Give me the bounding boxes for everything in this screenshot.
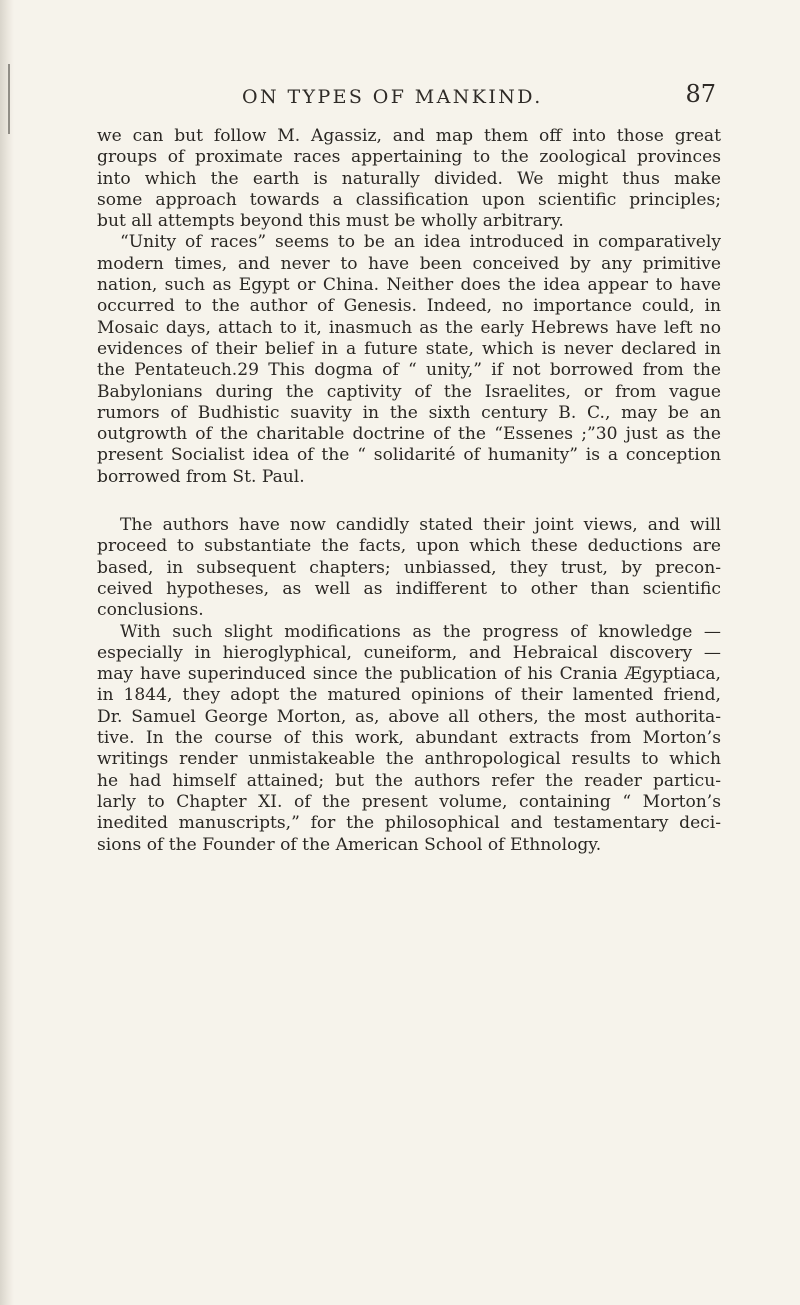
body-text <box>97 126 721 856</box>
paragraph-2 <box>97 232 721 488</box>
page-number: 87 <box>685 80 716 108</box>
text-line: conclusions. <box>97 600 204 621</box>
text-line: Babylonians during the captivity of the Israelites, or from vague <box>97 381 721 402</box>
text-line: borrowed from St. Paul. <box>97 466 305 487</box>
text-line: ceived hypotheses, as well as indifferent to other than scientific <box>97 578 721 599</box>
text-line: “Unity of races” seems to be an idea introduced in comparatively <box>120 232 721 253</box>
text-line: present Socialist idea of the “ solidarité of humanity” is a conception <box>97 445 721 466</box>
text-line: Mosaic days, attach to it, inasmuch as the early Hebrews have left no <box>97 317 721 338</box>
text-line: the Pentateuch.29 This dogma of “ unity,” if not borrowed from the <box>97 360 721 381</box>
text-line: some approach towards a classification upon scientific principles; <box>97 189 721 210</box>
text-line: may have superinduced since the publication of his Crania Ægyptiaca, <box>97 664 721 685</box>
text-line: especially in hieroglyphical, cuneiform, and Hebraical discovery — <box>97 642 721 663</box>
text-line: writings render unmistakeable the anthropological results to which <box>97 749 721 770</box>
text-line: groups of proximate races appertaining to the zoological provinces <box>97 147 721 168</box>
text-line: outgrowth of the charitable doctrine of the “Essenes ;”30 just as the <box>97 424 721 445</box>
text-line: he had himself attained; but the authors refer the reader particu- <box>97 770 721 791</box>
page-header <box>96 80 718 116</box>
paragraph-4 <box>97 622 721 856</box>
text-line: inedited manuscripts,” for the philosophical and testamentary deci- <box>97 813 721 834</box>
paragraph-3 <box>97 515 721 621</box>
text-line: Dr. Samuel George Morton, as, above all others, the most authorita- <box>97 706 721 727</box>
text-line: occurred to the author of Genesis. Indeed, no importance could, in <box>97 296 721 317</box>
text-line: we can but follow M. Agassiz, and map them off into those great <box>97 126 721 146</box>
text-line: nation, such as Egypt or China. Neither does the idea appear to have <box>97 275 721 296</box>
binding-mark <box>8 64 10 134</box>
text-line: proceed to substantiate the facts, upon which these deductions are <box>97 536 721 557</box>
text-line: modern times, and never to have been conceived by any primitive <box>97 253 721 274</box>
running-title: ON TYPES OF MANKIND. <box>242 86 543 108</box>
text-line: With such slight modifications as the progress of knowledge — <box>120 621 721 642</box>
text-line: tive. In the course of this work, abundant extracts from Morton’s <box>97 728 721 749</box>
text-line: The authors have now candidly stated their joint views, and will <box>120 515 721 536</box>
text-line: into which the earth is naturally divided. We might thus make <box>97 168 721 189</box>
text-line: in 1844, they adopt the matured opinions of their lamented friend, <box>97 685 721 706</box>
text-line: larly to Chapter XI. of the present volume, containing “ Morton’s <box>97 791 721 812</box>
paragraph-1 <box>97 126 721 232</box>
text-line: based, in subsequent chapters; unbiassed, they trust, by precon- <box>97 557 721 578</box>
binding-edge <box>0 0 14 1305</box>
text-line: but all attempts beyond this must be wholly arbitrary. <box>97 211 564 232</box>
text-line: evidences of their belief in a future state, which is never declared in <box>97 338 721 359</box>
section-gap <box>97 488 721 515</box>
text-line: sions of the Founder of the American School of Ethnology. <box>97 834 602 855</box>
text-line: rumors of Budhistic suavity in the sixth century B. C., may be an <box>97 402 721 423</box>
